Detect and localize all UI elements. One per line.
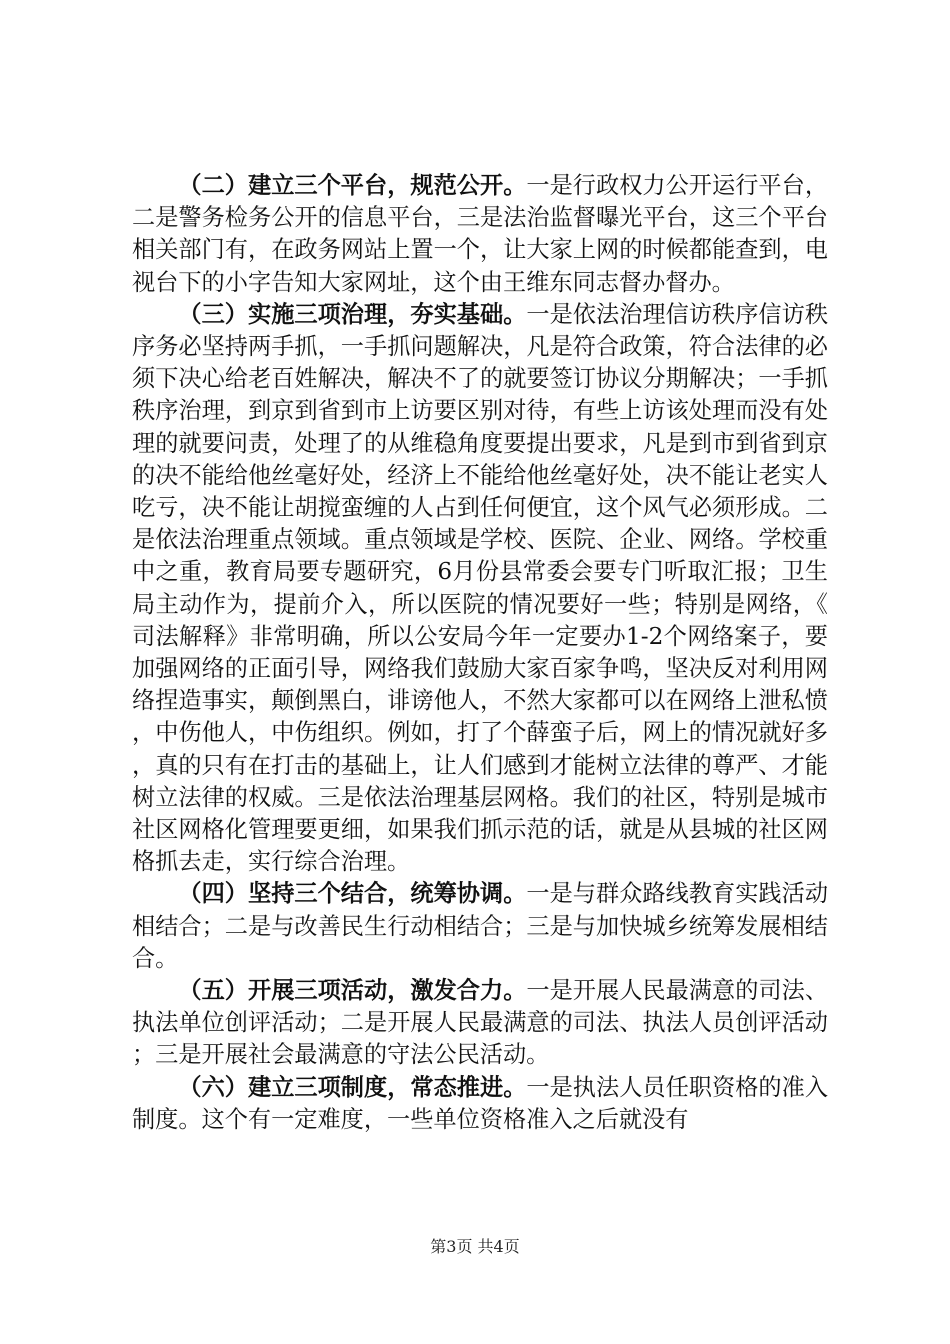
document-body [132, 170, 828, 1136]
paragraph-text: 一是执法人员任职资格的准入制度。这个有一定难度，一些单位资格准入之后就没有 [132, 1073, 829, 1133]
paragraph-heading: （六）建立三项制度，常态推进。 [178, 1073, 527, 1101]
paragraph-text: 一是与群众路线教育实践活动相结合；二是与改善民生行动相结合；三是与加快城乡统筹发展相结合。 [132, 880, 829, 972]
paragraph-2 [132, 170, 828, 299]
paragraph-text: 一是开展人民最满意的司法、执法单位创评活动；二是开展人民最满意的司法、执法人员创评活动；三是开展社会最满意的守法公民活动。 [132, 977, 829, 1069]
paragraph-heading: （三）实施三项治理，夯实基础。 [178, 300, 527, 328]
paragraph-text: 一是行政权力公开运行平台，二是警务检务公开的信息平台，三是法治监督曝光平台，这三个平台相关部门有，在政务网站上置一个，让大家上网的时候都能查到，电视台下的小字告知大家网址，这个由王维东同志督办督办。 [132, 172, 829, 296]
paragraph-heading: （五）开展三项活动，激发合力。 [178, 977, 527, 1005]
paragraph-4 [132, 878, 828, 975]
paragraph-heading: （二）建立三个平台，规范公开。 [178, 172, 527, 199]
page-number-footer: 第3页 共4页 [430, 1237, 520, 1256]
paragraph-3 [132, 299, 828, 879]
paragraph-heading: （四）坚持三个结合，统筹协调。 [178, 880, 527, 908]
paragraph-5 [132, 975, 828, 1072]
paragraph-6 [132, 1072, 828, 1136]
paragraph-text: 一是依法治理信访秩序信访秩序务必坚持两手抓，一手抓问题解决，凡是符合政策，符合法律的必须下决心给老百姓解决，解决不了的就要签订协议分期解决；一手抓秩序治理，到京到省到市上访要区别对待，有些上访该处理而没有处理的就要问责，处理了的从维稳角度要提出要求，凡是到市到省到京的决不能给他丝毫好处，经济上不能给他丝毫好处，决不能让老实人吃亏，决不能让胡搅蛮缠的人占到任何便宜，这个风气必须形成。二是依法治理重点领域。重点领域是学校、医院、企业、网络。学校重中之重，教育局要专题研究，6月份县常委会要专门听取汇报；卫生局主动作为，提前介入，所以医院的情况要好一些；特别是网络，《司法解释》非常明确，所以公安局今年一定要办1-2个网络案子，要加强网络的正面引导，网络我们鼓励大家百家争鸣，坚决反对利用网络捏造事实，颠倒黑白，诽谤他人，不然大家都可以在网络上泄私愤，中伤他人，中伤组织。例如，打了个薛蛮子后，网上的情况就好多，真的只有在打击的基础上，让人们感到才能树立法律的尊严、才能树立法律的权威。三是依法治理基层网格。我们的社区，特别是城市社区网格化管理要更细，如果我们抓示范的话，就是从县城的社区网格抓去走，实行综合治理。 [132, 300, 829, 876]
